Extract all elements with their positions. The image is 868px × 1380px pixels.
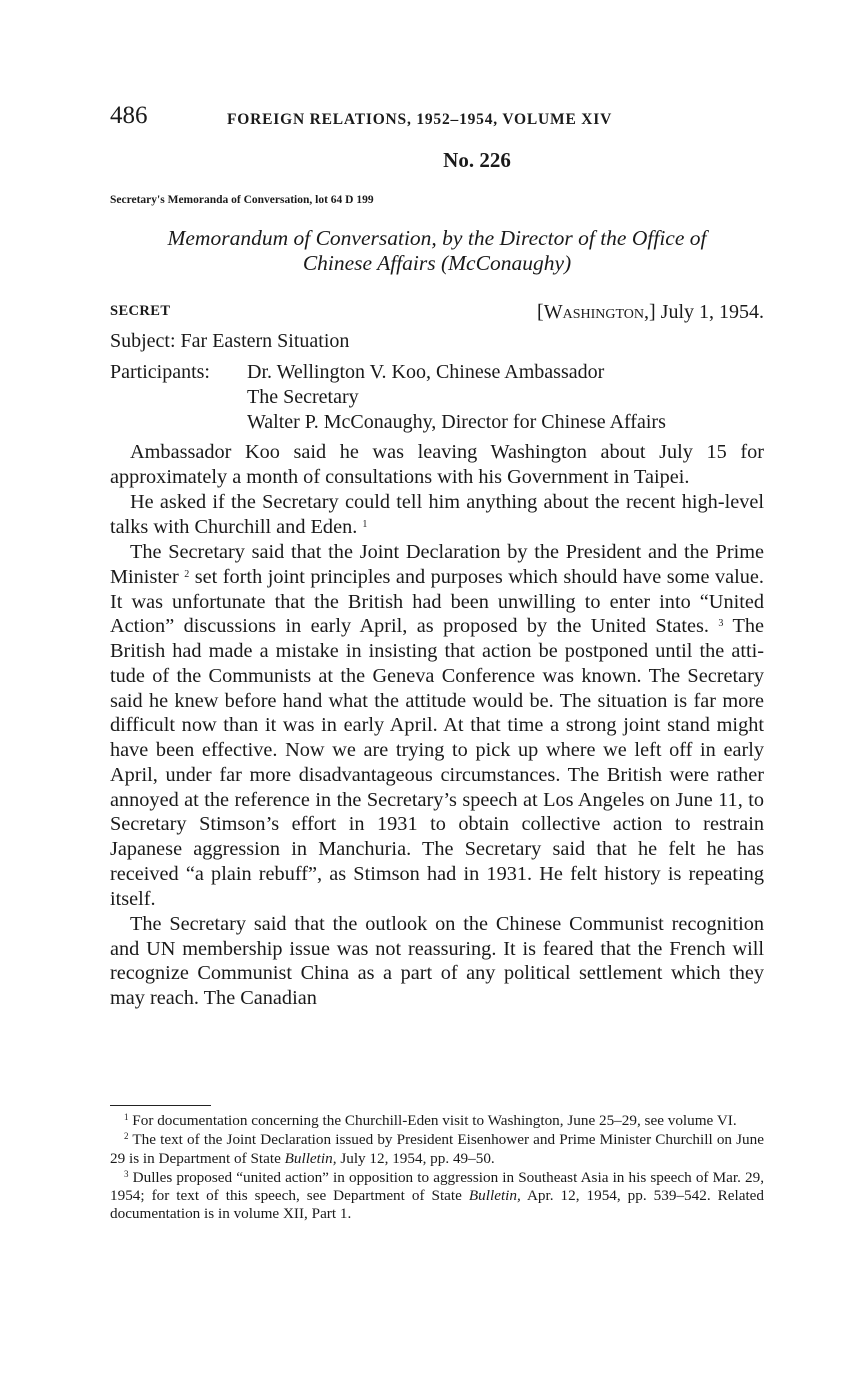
dateline [537,301,764,324]
document-title-line: Memorandum of Conversation, by the Director of the Office of [167,226,707,250]
footnote-text: July 12, 1954, pp. 49–50. [336,1149,495,1167]
running-title: FOREIGN RELATIONS, 1952–1954, VOLUME XIV [227,111,613,128]
footnote-text: For documentation concerning the Churchill-Eden visit to Washington, June 25–29, see volume VI. [128,1112,737,1129]
body-paragraph [110,490,764,540]
body-paragraph: Ambassador Koo said he was leaving Washington about July 15 for approximately a month of consultations with his Government in Taipei. [110,441,764,488]
footnote-marker: 2 [124,1131,129,1142]
dateline-date: July 1, 1954. [660,301,764,323]
memorandum-body [110,440,764,1011]
footnote-text: Dulles proposed “united action” in opposition to aggression in Southeast Asia in his speech of Mar. 29, 1954; for text of this speech, see Department of State [110,1168,764,1205]
footnote-text: Apr. 12, 1954, pp. 539–542. Related documentation is in volume XII, Part 1. [110,1187,764,1223]
footnote [110,1169,764,1224]
document-title [110,226,764,276]
participants-list [247,360,666,435]
participant-item: The Secretary [247,386,359,408]
footnote-text: The text of the Joint Declaration issued by President Eisenhower and Prime Minister Churchill on June 29 is in Department of State [110,1131,764,1167]
publication-title: Bulletin, [468,1187,521,1205]
footnote-divider [110,1105,211,1106]
footnotes-section [110,1112,764,1225]
footnote-marker: 3 [124,1168,129,1179]
running-head [110,102,764,132]
paragraph-text: He asked if the Secretary could tell him anything about the recent high-level talks with Churchill and Eden. [110,491,764,538]
paragraph-text: The British had made a mistake in insisting that action be postponed until the attitude of the Communists at the Geneva Conference was known. The Secretary said he knew before hand what the attitude would be. The situation is far more difficult now than it was in early April. At that time a strong joint stand might have been effective. Now we are trying to pick up where we left off in early April, under far more disadvantageous circumstances. The British were rather annoyed at the reference in the Secretary’s speech at Los Angeles on June 11, to Secretary Stimson’s effort in 1931 to obtain collective action to restrain Japanese aggression in Manchuria. The Secretary said that he felt he has received “a plain rebuff”, as Stimson had in 1931. He felt history is repeating itself. [110,615,764,910]
body-paragraph [110,540,764,911]
footnote [110,1112,764,1130]
footnote [110,1131,764,1168]
footnote-reference: 2 [184,568,190,580]
subject-line: Subject: Far Eastern Situation [110,330,350,352]
document-number: No. 226 [443,148,511,172]
page-number: 486 [110,102,148,129]
footnote-marker: 1 [124,1112,129,1122]
participant-item: Walter P. McConaughy, Director for Chinese Affairs [247,411,666,433]
footnote-reference: 3 [718,618,724,630]
participant-item: Dr. Wellington V. Koo, Chinese Ambassador [247,361,605,383]
participants-label: Participants: [110,361,210,383]
publication-title: Bulletin, [284,1149,337,1167]
footnote-reference: 1 [362,518,368,530]
dateline-place: [Washington,] [537,301,656,323]
document-title-line: Chinese Affairs (McConaughy) [302,251,572,275]
body-paragraph: The Secretary said that the outlook on the Chinese Communist recognition and UN membership issue was not reassuring. It is feared that the French will recognize Communist China as a part of any political settlement which they may reach. The Canadian [110,912,764,1009]
paragraph-text: set forth joint principles and purposes which should have some value. It was unfortunate that the British had been unwilling to enter into “United Action” discussions in early April, as proposed by the United States. [110,565,765,638]
paragraph-text: The Secretary said that the Joint Declaration by the President and the Prime Minister [110,541,764,588]
classification-marking: SECRET [110,303,171,319]
source-note: Secretary's Memoranda of Conversation, lot 64 D 199 [110,194,374,206]
